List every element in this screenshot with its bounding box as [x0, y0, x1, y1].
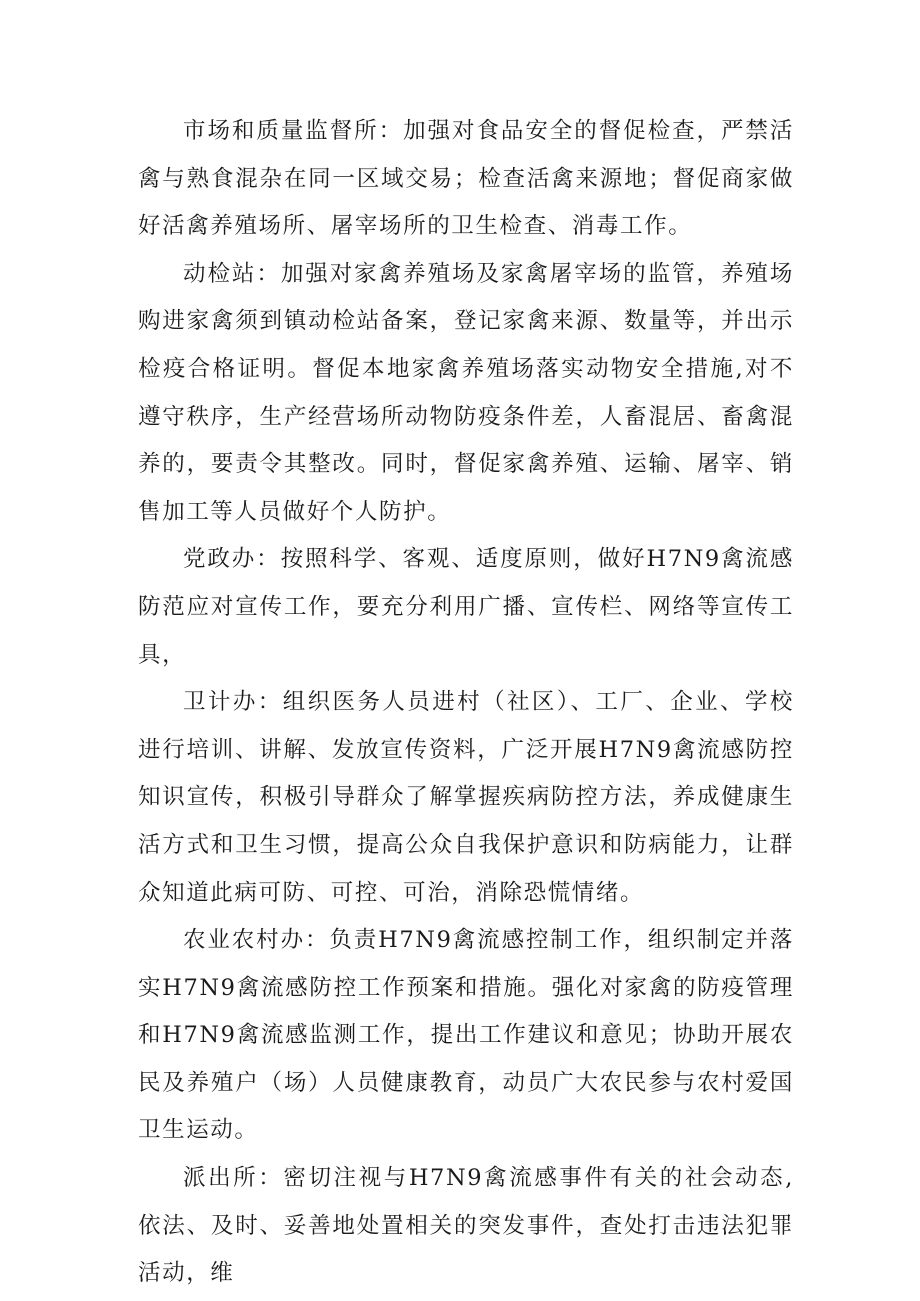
paragraph-market-supervision: 市场和质量监督所：加强对食品安全的督促检查，严禁活禽与熟食混杂在同一区域交易；检查活禽来源地；督促商家做好活禽养殖场所、屠宰场所的卫生检查、消毒工作。	[138, 118, 794, 240]
paragraph-police-station: 派出所：密切注视与H7N9禽流感事件有关的社会动态,依法、及时、妥善地处置相关的突发事件，查处打击违法犯罪活动，维	[138, 1165, 794, 1287]
paragraph-agriculture-office: 农业农村办：负责H7N9禽流感控制工作，组织制定并落实H7N9禽流感防控工作预案和措施。强化对家禽的防疫管理和H7N9禽流感监测工作，提出工作建议和意见；协助开展农民及养殖户（场）人员健康教育，动员广大农民参与农村爱国卫生运动。	[138, 927, 794, 1144]
paragraph-health-office: 卫计办：组织医务人员进村（社区）、工厂、企业、学校进行培训、讲解、发放宣传资料，广泛开展H7N9禽流感防控知识宣传，积极引导群众了解掌握疾病防控方法，养成健康生活方式和卫生习惯，提高公众自我保护意识和防病能力，让群众知道此病可防、可控、可治，消除恐慌情绪。	[138, 689, 794, 906]
paragraph-party-office: 党政办：按照科学、客观、适度原则，做好H7N9禽流感防范应对宣传工作，要充分利用广播、宣传栏、网络等宣传工具，	[138, 546, 794, 668]
document-body	[138, 108, 794, 1298]
paragraph-animal-inspection: 动检站：加强对家禽养殖场及家禽屠宰场的监管，养殖场购进家禽须到镇动检站备案，登记家禽来源、数量等，并出示检疫合格证明。督促本地家禽养殖场落实动物安全措施,对不遵守秩序，生产经营场所动物防疫条件差，人畜混居、畜禽混养的，要责令其整改。同时，督促家禽养殖、运输、屠宰、销售加工等人员做好个人防护。	[138, 260, 794, 525]
